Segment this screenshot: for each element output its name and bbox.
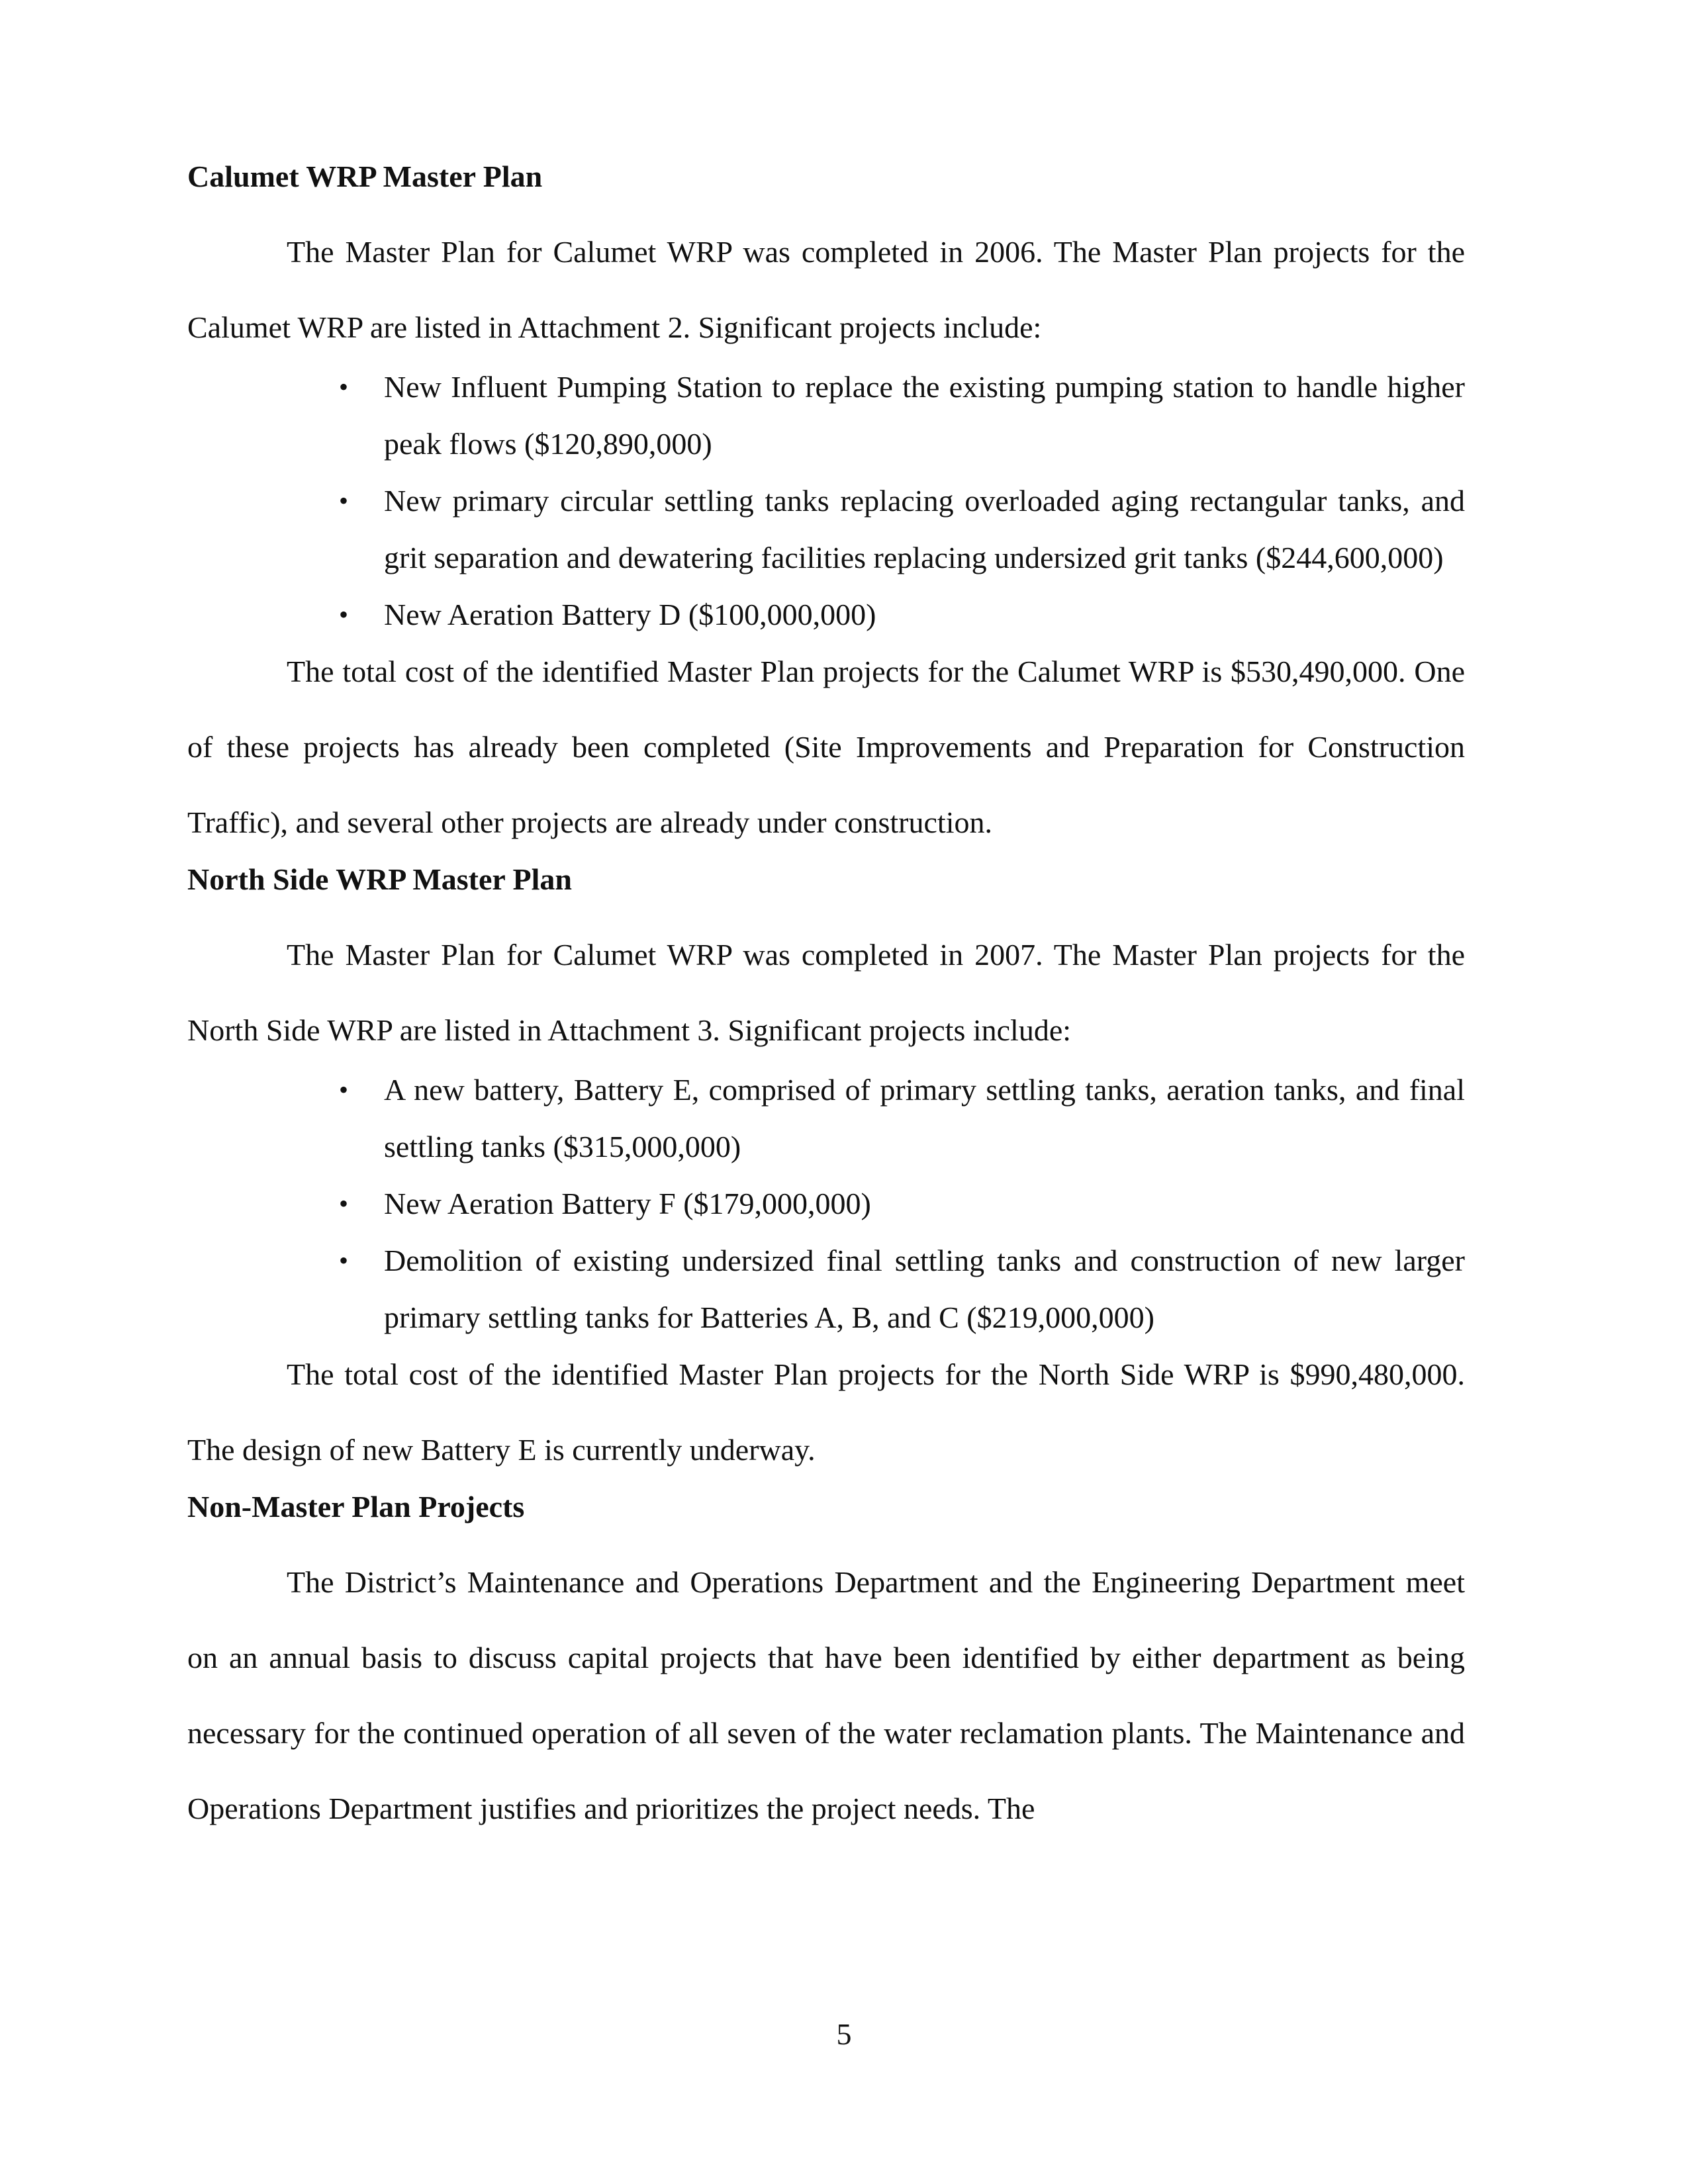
north-side-intro-paragraph: The Master Plan for Calumet WRP was completed in 2007. The Master Plan projects for the North Side WRP are listed in Attachment 3. Significant projects include: xyxy=(187,938,1465,1047)
bullet-icon: • xyxy=(338,372,348,402)
page-number: 5 xyxy=(836,2017,852,2051)
section-heading-north-side: North Side WRP Master Plan xyxy=(187,862,572,896)
bullet-icon: • xyxy=(338,1246,348,1275)
north-side-project-list xyxy=(187,1062,1465,1346)
list-item-text: Demolition of existing undersized final settling tanks and construction of new larger primary settling tanks for Batteries A, B, and C ($219,000,000) xyxy=(384,1244,1465,1334)
calumet-summary-paragraph: The total cost of the identified Master Plan projects for the Calumet WRP is $530,490,000. One of these projects has already been completed (Site Improvements and Preparation for Construction Traffic), and several other projects are already under construction. xyxy=(187,655,1465,839)
section-heading-non-master-plan: Non-Master Plan Projects xyxy=(187,1490,525,1524)
bullet-icon: • xyxy=(338,1189,348,1218)
list-item-text: New Influent Pumping Station to replace the existing pumping station to handle higher peak flows ($120,890,000) xyxy=(384,370,1465,461)
calumet-intro-paragraph: The Master Plan for Calumet WRP was completed in 2006. The Master Plan projects for the Calumet WRP are listed in Attachment 2. Significant projects include: xyxy=(187,235,1465,344)
non-master-plan-paragraph: The District’s Maintenance and Operations Department and the Engineering Department meet on an annual basis to discuss capital projects that have been identified by either department as being necessary for the continued operation of all seven of the water reclamation plants. The Maintenance and Operations Department justifies and prioritizes the project needs. The xyxy=(187,1565,1465,1825)
calumet-project-list xyxy=(187,359,1465,643)
list-item xyxy=(187,473,1465,586)
list-item-text: New Aeration Battery D ($100,000,000) xyxy=(384,598,876,631)
document-body xyxy=(187,158,1465,1846)
list-item-text: A new battery, Battery E, comprised of primary settling tanks, aeration tanks, and final settling tanks ($315,000,000) xyxy=(384,1073,1465,1163)
bullet-icon: • xyxy=(338,486,348,516)
north-side-summary-paragraph: The total cost of the identified Master Plan projects for the North Side WRP is $990,480,000. The design of new Battery E is currently underway. xyxy=(187,1357,1465,1467)
list-item xyxy=(187,359,1465,473)
list-item xyxy=(187,1175,1465,1232)
list-item xyxy=(187,1062,1465,1175)
bullet-icon: • xyxy=(338,1075,348,1105)
list-item-text: New primary circular settling tanks replacing overloaded aging rectangular tanks, and grit separation and dewatering facilities replacing undersized grit tanks ($244,600,000) xyxy=(384,484,1465,574)
list-item xyxy=(187,1232,1465,1346)
bullet-icon: • xyxy=(338,600,348,629)
list-item-text: New Aeration Battery F ($179,000,000) xyxy=(384,1187,871,1220)
list-item xyxy=(187,586,1465,643)
section-heading-calumet: Calumet WRP Master Plan xyxy=(187,159,543,193)
